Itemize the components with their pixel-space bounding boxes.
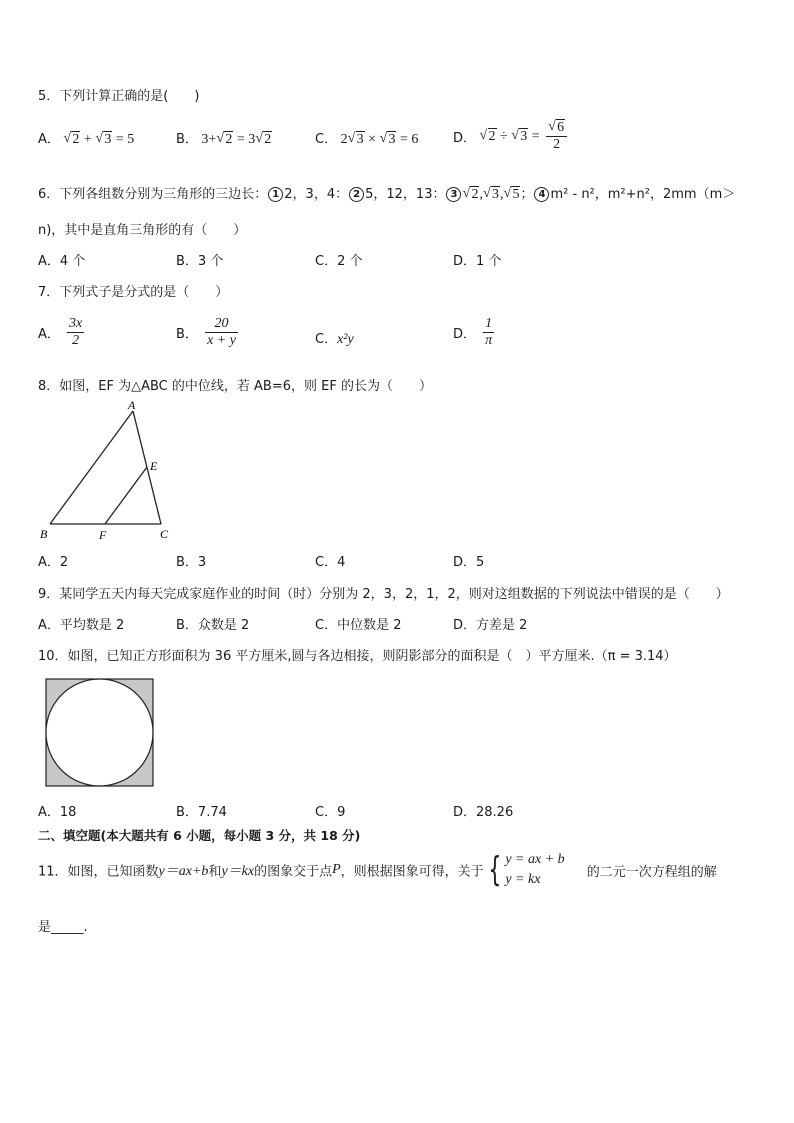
q9-option-b: B．众数是 2 [176, 618, 250, 633]
q5-d-label: D． [453, 131, 477, 147]
q6-line2: n)，其中是直角三角形的有（ ） [38, 223, 247, 238]
sqrt-3: √ 3 [379, 132, 396, 148]
sqrt-3: √ 3 [511, 129, 528, 145]
q9-stem: 9．某同学五天内每天完成家庭作业的时间（时）分别为 2，3，2，1，2，则对这组数据的下列说法中错误的是（ ） [38, 587, 729, 602]
sqrt-2: √ 2 [63, 132, 80, 148]
circled-number-3: 3 [446, 187, 461, 202]
q7-option-a: A． $\frac{3x}{2}$ [38, 316, 83, 349]
q10-option-d: D．28.26 [453, 805, 514, 820]
q7-option-d: D． $\frac{1}{\pi}$ [453, 316, 493, 349]
fraction-20-over-x-plus-y: $\frac{20}{x + y}$ [207, 316, 236, 349]
fraction-3x-over-2: $\frac{3x}{2}$ [69, 316, 83, 349]
midline-ef [105, 467, 147, 524]
q8-option-a: A．2 [38, 555, 69, 570]
q7-stem: 7．下列式子是分式的是（ ） [38, 285, 229, 300]
fraction-sqrt6-over-2: √ $\frac{6}{2}$ [546, 120, 567, 153]
q5-c-label: C． [315, 132, 338, 147]
q5-option-c: C． 2√ 3 × √ 3 = 6 [315, 128, 418, 148]
q8-option-d: D．5 [453, 555, 485, 570]
q6-line1: 6．下列各组数分别为三角形的三边长： 1 2，3，4： 2 5，12，13： 3√ 2,√ 3,√ 5； 4 m² - n²，m²+n²，2mm（m＞ [38, 183, 735, 203]
q7-c-expr: x²y [337, 332, 354, 347]
sqrt-2: √ 2 [255, 132, 272, 148]
q8-option-c: C．4 [315, 555, 346, 570]
q11-line2: 是_____. [38, 920, 88, 935]
q9-option-a: A．平均数是 2 [38, 618, 125, 633]
q6-option-a: A．4 个 [38, 254, 86, 269]
sqrt-3: √ 3 [348, 132, 365, 148]
sqrt-2: √ 2 [480, 129, 497, 145]
section-heading: 二、填空题(本大题共有 6 小题，每小题 3 分，共 18 分) [38, 828, 361, 843]
sqrt-2: √ 2 [216, 132, 233, 148]
q8-stem: 8．如图，EF 为△ABC 的中位线，若 AB=6，则 EF 的长为（ ） [38, 379, 432, 394]
q7-option-b: B． $\frac{20}{x + y}$ [176, 316, 236, 349]
q7-option-c: C．x²y [315, 332, 354, 347]
q6-option-d: D．1 个 [453, 254, 502, 269]
triangle-figure [38, 396, 188, 546]
circled-number-4: 4 [534, 187, 549, 202]
label-c: C [160, 527, 169, 541]
equation-system: y = ax + b y = kx [505, 852, 565, 887]
q5-option-d: D． √ 2 ÷ √ 3 = √ $\frac{6}{2}$ [453, 120, 570, 153]
label-e: E [150, 459, 158, 473]
q10-option-a: A．18 [38, 805, 77, 820]
left-brace: { [488, 850, 501, 890]
square-circle-figure [45, 678, 155, 788]
q10-option-b: B．7.74 [176, 805, 227, 820]
q9-option-c: C．中位数是 2 [315, 618, 402, 633]
q10-option-c: C．9 [315, 805, 346, 820]
q6-option-b: B．3 个 [176, 254, 224, 269]
q9-option-d: D．方差是 2 [453, 618, 528, 633]
circled-number-2: 2 [349, 187, 364, 202]
label-a: A [128, 398, 136, 412]
label-b: B [40, 527, 48, 541]
q5-stem: 5．下列计算正确的是( ) [38, 89, 200, 104]
side-ab [50, 411, 133, 524]
q5-option-a: A． √ 2 + √ 3 = 5 [38, 128, 134, 148]
q8-option-b: B．3 [176, 555, 207, 570]
sqrt-3: √ 3 [95, 132, 112, 148]
fraction-1-over-pi: $\frac{1}{\pi}$ [485, 316, 493, 349]
inscribed-circle [46, 679, 153, 786]
q6-option-c: C．2 个 [315, 254, 363, 269]
circled-number-1: 1 [268, 187, 283, 202]
q5-b-label: B． [176, 132, 198, 147]
q5-option-b: B． 3+√ 2 = 3√ 2 [176, 128, 272, 148]
label-f: F [99, 528, 107, 542]
q10-stem: 10．如图，已知正方形面积为 36 平方厘米,圆与各边相接，则阴影部分的面积是（ ）平方厘米.（π = 3.14） [38, 649, 677, 664]
q5-a-label: A． [38, 132, 60, 147]
q11-line1: 11．如图，已知函数y＝ax+b和y＝kx的图象交于点P，则根据图象可得，关于 { y = ax + b y = kx 的二元一次方程组的解 [38, 850, 717, 890]
